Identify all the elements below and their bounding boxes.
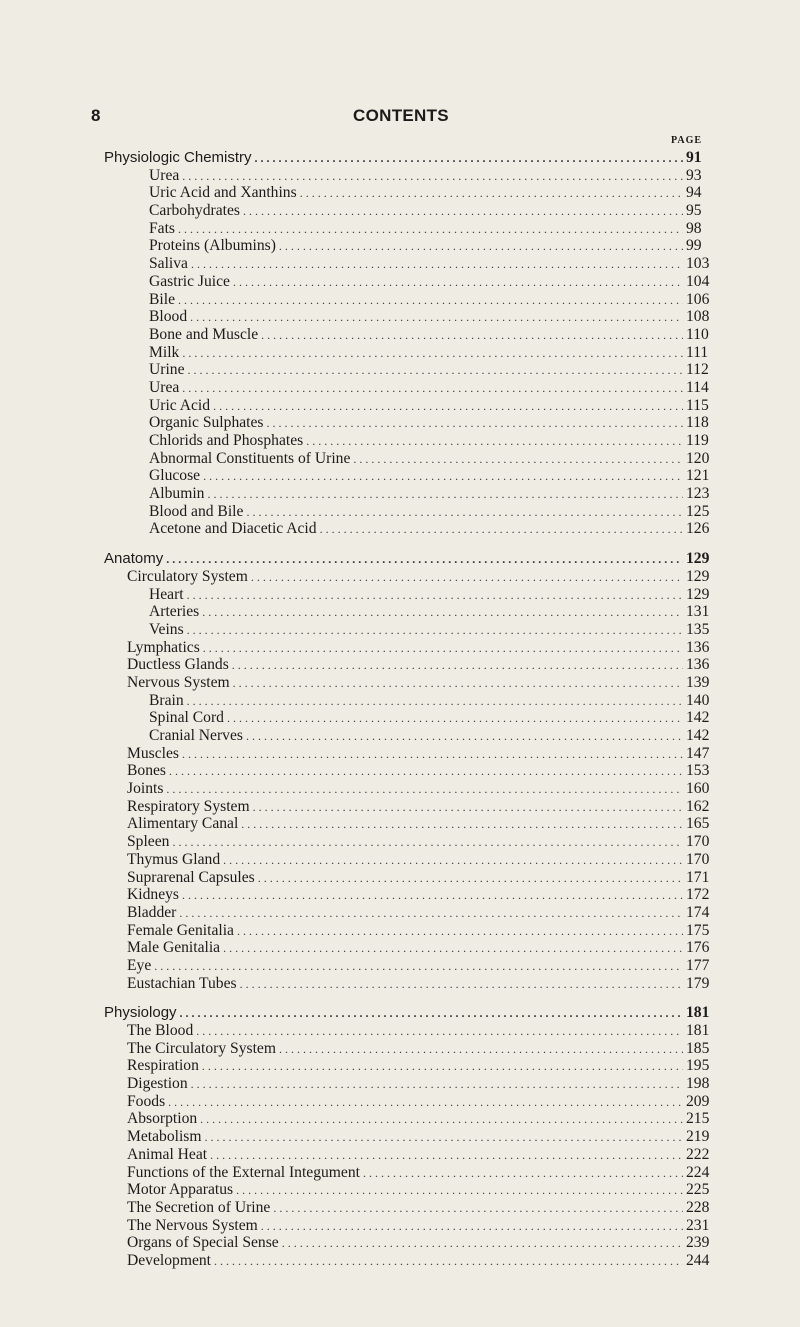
- toc-entry: [127, 939, 712, 957]
- toc-entry: [127, 184, 712, 202]
- toc-entry-page: 174: [686, 903, 710, 921]
- toc-entry-page: 185: [686, 1039, 710, 1057]
- toc-entry-page: 118: [686, 414, 709, 432]
- toc-entry-label: Physiology: [104, 1004, 177, 1022]
- dot-leader: [205, 1129, 684, 1147]
- page-header: [91, 106, 711, 130]
- toc-entry-page: 129: [686, 550, 710, 568]
- toc-entry-label: Female Genitalia: [127, 921, 234, 939]
- toc-entry-page: 114: [686, 378, 709, 396]
- toc-entry-label: Development: [127, 1251, 212, 1269]
- toc-entry-label: Nervous System: [127, 673, 230, 691]
- dot-leader: [187, 587, 683, 605]
- toc-entry: [127, 1128, 712, 1146]
- dot-leader: [203, 468, 683, 486]
- dot-leader: [241, 816, 683, 834]
- toc-entry-label: Absorption: [127, 1110, 198, 1128]
- toc-entry-page: 195: [686, 1057, 710, 1075]
- toc-entry-page: 225: [686, 1181, 710, 1199]
- toc-entry-page: 224: [686, 1163, 710, 1181]
- toc-entry-page: 106: [686, 290, 710, 308]
- toc-entry: [127, 308, 712, 326]
- toc-entry-page: 120: [686, 449, 710, 467]
- toc-entry-page: 153: [686, 762, 710, 780]
- dot-leader: [223, 852, 683, 870]
- toc-entry: [127, 432, 712, 450]
- toc-entry: [127, 291, 712, 309]
- toc-entry-label: Male Genitalia: [127, 939, 221, 957]
- dot-leader: [266, 415, 683, 433]
- toc-entry: [127, 379, 712, 397]
- toc-entry-page: 93: [686, 166, 702, 184]
- toc-entry-page: 181: [686, 1004, 710, 1022]
- toc-entry: [127, 1057, 712, 1075]
- toc-entry: [127, 414, 712, 432]
- toc-entry-label: Bile: [149, 290, 175, 308]
- toc-entry: [127, 1164, 712, 1182]
- toc-entry-label: Physiologic Chemistry: [104, 149, 252, 166]
- toc-entry-page: 99: [686, 237, 702, 255]
- dot-leader: [191, 256, 683, 274]
- toc-entry-label: Respiratory System: [127, 797, 250, 815]
- toc-entry-page: 125: [686, 502, 710, 520]
- toc-entry-label: Albumin: [149, 485, 205, 503]
- toc-entry-label: Thymus Gland: [127, 850, 221, 868]
- toc-entry-page: 119: [686, 432, 709, 449]
- toc-entry-page: 103: [686, 255, 710, 273]
- dot-leader: [223, 940, 683, 958]
- toc-entry: [127, 568, 712, 586]
- toc-entry-page: 239: [686, 1234, 710, 1252]
- toc-entry: [127, 450, 712, 468]
- dot-leader: [279, 238, 683, 256]
- toc-entry-label: Organs of Special Sense: [127, 1234, 279, 1252]
- toc-entry: [127, 586, 712, 604]
- toc-entry-label: Alimentary Canal: [127, 815, 239, 833]
- toc-entry-label: Motor Apparatus: [127, 1181, 234, 1199]
- toc-entry-page: 177: [686, 956, 710, 974]
- toc-entry-page: 126: [686, 520, 710, 538]
- toc-entry-page: 170: [686, 850, 710, 868]
- toc-entry-page: 147: [686, 744, 710, 762]
- toc-entry-label: The Nervous System: [127, 1216, 258, 1234]
- toc-entry: [127, 1075, 712, 1093]
- dot-leader: [207, 486, 683, 504]
- toc-entry-label: Lymphatics: [127, 638, 200, 656]
- dot-leader: [203, 640, 683, 658]
- toc-entry: [127, 709, 712, 727]
- dot-leader: [180, 1005, 683, 1023]
- toc-entry-page: 104: [686, 272, 710, 290]
- toc-entry-label: Urine: [149, 361, 185, 379]
- toc-entry: [127, 1217, 712, 1235]
- toc-section-heading: [104, 550, 712, 568]
- toc-entry-page: 181: [686, 1022, 710, 1039]
- dot-leader: [255, 150, 683, 168]
- dot-leader: [213, 398, 683, 416]
- dot-leader: [200, 1111, 683, 1129]
- toc-entry: [127, 869, 712, 887]
- toc-entry: [127, 397, 712, 415]
- toc-entry: [127, 603, 712, 621]
- dot-leader: [182, 345, 683, 363]
- dot-leader: [261, 1218, 683, 1236]
- dot-leader: [182, 168, 683, 186]
- toc-entry-page: 112: [686, 361, 709, 379]
- dot-leader: [214, 1253, 683, 1271]
- toc-section-heading: [104, 1004, 712, 1022]
- toc-entry-label: Arteries: [149, 603, 200, 621]
- toc-entry-page: 222: [686, 1145, 710, 1163]
- toc-entry-page: 179: [686, 974, 710, 992]
- dot-leader: [168, 1094, 683, 1112]
- toc-entry: [127, 727, 712, 745]
- dot-leader: [240, 976, 683, 994]
- toc-entry-page: 140: [686, 691, 710, 709]
- toc-entry: [127, 815, 712, 833]
- toc-entry-label: Eustachian Tubes: [127, 974, 237, 992]
- dot-leader: [172, 834, 683, 852]
- dot-leader: [243, 203, 683, 221]
- toc-entry-label: Suprarenal Capsules: [127, 868, 255, 886]
- dot-leader: [227, 710, 683, 728]
- toc-entry-label: Fats: [149, 219, 175, 237]
- toc-entry-label: Milk: [149, 343, 180, 361]
- dot-leader: [202, 1058, 683, 1076]
- toc-entry-label: Gastric Juice: [149, 272, 230, 290]
- toc-entry-page: 142: [686, 709, 710, 727]
- toc-entry: [127, 273, 712, 291]
- toc-entry-label: Saliva: [149, 255, 188, 273]
- toc-entry-label: Blood and Bile: [149, 502, 244, 520]
- toc-entry-page: 165: [686, 815, 710, 833]
- toc-entry-page: 244: [686, 1251, 710, 1269]
- dot-leader: [363, 1165, 683, 1183]
- toc-entry-label: Kidneys: [127, 886, 179, 904]
- toc-entry: [127, 1199, 712, 1217]
- toc-entry: [127, 344, 712, 362]
- dot-leader: [187, 693, 683, 711]
- dot-leader: [253, 799, 683, 817]
- toc-entry-label: Circulatory System: [127, 567, 248, 585]
- toc-entry-page: 94: [686, 184, 702, 202]
- toc-entry-page: 175: [686, 921, 710, 939]
- toc-entry-page: 171: [686, 868, 710, 886]
- toc-entry: [127, 220, 712, 238]
- toc-entry-page: 209: [686, 1092, 710, 1110]
- toc-entry: [127, 485, 712, 503]
- toc-entry-label: The Blood: [127, 1022, 194, 1039]
- dot-leader: [233, 274, 683, 292]
- toc-entry-label: Cranial Nerves: [149, 727, 243, 744]
- toc-entry-label: Joints: [127, 780, 164, 798]
- dot-leader: [237, 923, 683, 941]
- toc-entry: [127, 692, 712, 710]
- toc-entry-label: Anatomy: [104, 550, 164, 568]
- toc-entry: [127, 1110, 712, 1128]
- toc-section: [104, 149, 712, 538]
- toc-section: [104, 1004, 712, 1269]
- toc-entry-label: Uric Acid and Xanthins: [149, 184, 297, 202]
- toc-entry-label: Urea: [149, 378, 180, 396]
- toc-entry-label: Animal Heat: [127, 1145, 208, 1163]
- toc-entry-page: 162: [686, 797, 710, 815]
- toc-entry-page: 98: [686, 219, 702, 237]
- toc-entry-label: Blood: [149, 308, 188, 326]
- toc-entry-page: 228: [686, 1198, 710, 1216]
- dot-leader: [166, 551, 683, 569]
- dot-leader: [166, 781, 683, 799]
- dot-leader: [282, 1235, 683, 1253]
- dot-leader: [190, 309, 683, 327]
- toc-entry-label: Bone and Muscle: [149, 325, 259, 343]
- toc-entry: [127, 621, 712, 639]
- toc-entry-page: 215: [686, 1110, 710, 1128]
- toc-entry-page: 172: [686, 886, 710, 904]
- dot-leader: [178, 292, 683, 310]
- toc-entry-page: 131: [686, 603, 710, 621]
- dot-leader: [353, 451, 683, 469]
- toc-entry-page: 111: [686, 343, 709, 361]
- toc-entry: [127, 326, 712, 344]
- toc-entry-label: Organic Sulphates: [149, 414, 264, 432]
- toc-entry: [127, 167, 712, 185]
- dot-leader: [178, 221, 683, 239]
- toc-entry: [127, 957, 712, 975]
- toc-entry-page: 142: [686, 727, 710, 744]
- toc-entry-page: 95: [686, 202, 702, 220]
- toc-section: [104, 550, 712, 992]
- toc-entry: [127, 467, 712, 485]
- toc-entry-page: 115: [686, 396, 709, 414]
- dot-leader: [273, 1200, 683, 1218]
- toc-entry: [127, 886, 712, 904]
- dot-leader: [154, 958, 683, 976]
- toc-entry: [127, 851, 712, 869]
- dot-leader: [182, 746, 683, 764]
- toc-section-heading: [104, 149, 712, 167]
- toc-entry-label: Brain: [149, 691, 184, 709]
- toc-entry-label: Foods: [127, 1092, 166, 1110]
- toc-entry: [127, 922, 712, 940]
- dot-leader: [179, 905, 683, 923]
- toc-entry-label: Respiration: [127, 1057, 199, 1075]
- toc-entry-page: 121: [686, 467, 710, 485]
- page-title: CONTENTS: [353, 106, 449, 125]
- toc-entry: [127, 798, 712, 816]
- toc-entry: [127, 1022, 712, 1040]
- dot-leader: [261, 327, 683, 345]
- toc-entry-page: 135: [686, 620, 710, 638]
- dot-leader: [236, 1182, 683, 1200]
- dot-leader: [202, 604, 683, 622]
- toc-entry-label: Glucose: [149, 467, 201, 485]
- toc-entry: [127, 639, 712, 657]
- dot-leader: [258, 870, 683, 888]
- toc-entry-label: Heart: [149, 585, 184, 603]
- toc-entry-label: Urea: [149, 166, 180, 184]
- dot-leader: [246, 728, 683, 746]
- dot-leader: [246, 504, 683, 522]
- dot-leader: [187, 622, 683, 640]
- toc-entry: [127, 255, 712, 273]
- toc-entry-page: 136: [686, 656, 710, 674]
- toc-entry: [127, 780, 712, 798]
- toc-entry: [127, 1040, 712, 1058]
- toc-entry-label: Eye: [127, 956, 152, 974]
- toc-entry-page: 129: [686, 585, 710, 603]
- toc-entry-label: Digestion: [127, 1075, 188, 1093]
- toc-entry: [127, 674, 712, 692]
- dot-leader: [251, 569, 683, 587]
- dot-leader: [182, 887, 683, 905]
- toc-entry-label: Abnormal Constituents of Urine: [149, 449, 351, 467]
- toc-entry-label: Chlorids and Phosphates: [149, 432, 304, 449]
- page-number: 8: [91, 106, 101, 125]
- toc-entry-page: 108: [686, 308, 710, 326]
- table-of-contents: [104, 149, 712, 1270]
- dot-leader: [210, 1147, 683, 1165]
- toc-entry-label: Proteins (Albumins): [149, 237, 276, 255]
- dot-leader: [232, 657, 683, 675]
- toc-entry: [127, 1234, 712, 1252]
- page-column-label: PAGE: [671, 135, 703, 146]
- toc-entry: [127, 762, 712, 780]
- toc-entry-page: 231: [686, 1216, 710, 1234]
- toc-entry: [127, 1252, 712, 1270]
- toc-entry-label: Muscles: [127, 744, 179, 762]
- toc-entry-label: Ductless Glands: [127, 656, 229, 674]
- toc-entry-label: Veins: [149, 620, 184, 638]
- toc-entry-page: 198: [686, 1075, 710, 1093]
- toc-entry-page: 110: [686, 325, 709, 343]
- toc-entry-page: 129: [686, 567, 710, 585]
- toc-entry: [127, 833, 712, 851]
- toc-entry: [127, 202, 712, 220]
- dot-leader: [182, 380, 683, 398]
- toc-entry: [127, 503, 712, 521]
- dot-leader: [188, 362, 683, 380]
- toc-entry: [127, 361, 712, 379]
- toc-entry-label: Functions of the External Integument: [127, 1163, 360, 1181]
- dot-leader: [300, 185, 683, 203]
- toc-entry: [127, 656, 712, 674]
- toc-entry: [127, 237, 712, 255]
- toc-entry: [127, 1146, 712, 1164]
- dot-leader: [279, 1041, 683, 1059]
- toc-entry-label: Spinal Cord: [149, 709, 224, 727]
- toc-entry: [127, 1181, 712, 1199]
- toc-entry-label: Spleen: [127, 833, 170, 851]
- toc-entry: [127, 745, 712, 763]
- dot-leader: [320, 521, 683, 539]
- toc-entry-page: 139: [686, 673, 710, 691]
- dot-leader: [169, 763, 683, 781]
- toc-entry-label: Bladder: [127, 903, 177, 921]
- toc-entry-page: 170: [686, 833, 710, 851]
- toc-entry-page: 91: [686, 149, 702, 166]
- toc-entry-label: Metabolism: [127, 1128, 202, 1146]
- toc-entry-page: 176: [686, 939, 710, 957]
- dot-leader: [191, 1076, 683, 1094]
- toc-entry-page: 160: [686, 780, 710, 798]
- toc-entry-page: 136: [686, 638, 710, 656]
- toc-entry-label: Carbohydrates: [149, 202, 240, 220]
- toc-entry-page: 123: [686, 485, 710, 503]
- toc-entry: [127, 904, 712, 922]
- toc-entry-label: Acetone and Diacetic Acid: [149, 520, 317, 538]
- toc-entry: [127, 975, 712, 993]
- dot-leader: [196, 1023, 683, 1041]
- toc-entry-label: Bones: [127, 762, 166, 780]
- dot-leader: [306, 433, 683, 451]
- toc-entry-label: The Secretion of Urine: [127, 1198, 271, 1216]
- toc-entry-label: Uric Acid: [149, 396, 211, 414]
- toc-entry-page: 219: [686, 1128, 710, 1146]
- toc-entry: [127, 520, 712, 538]
- dot-leader: [233, 675, 683, 693]
- toc-entry: [127, 1093, 712, 1111]
- toc-entry-label: The Circulatory System: [127, 1039, 276, 1057]
